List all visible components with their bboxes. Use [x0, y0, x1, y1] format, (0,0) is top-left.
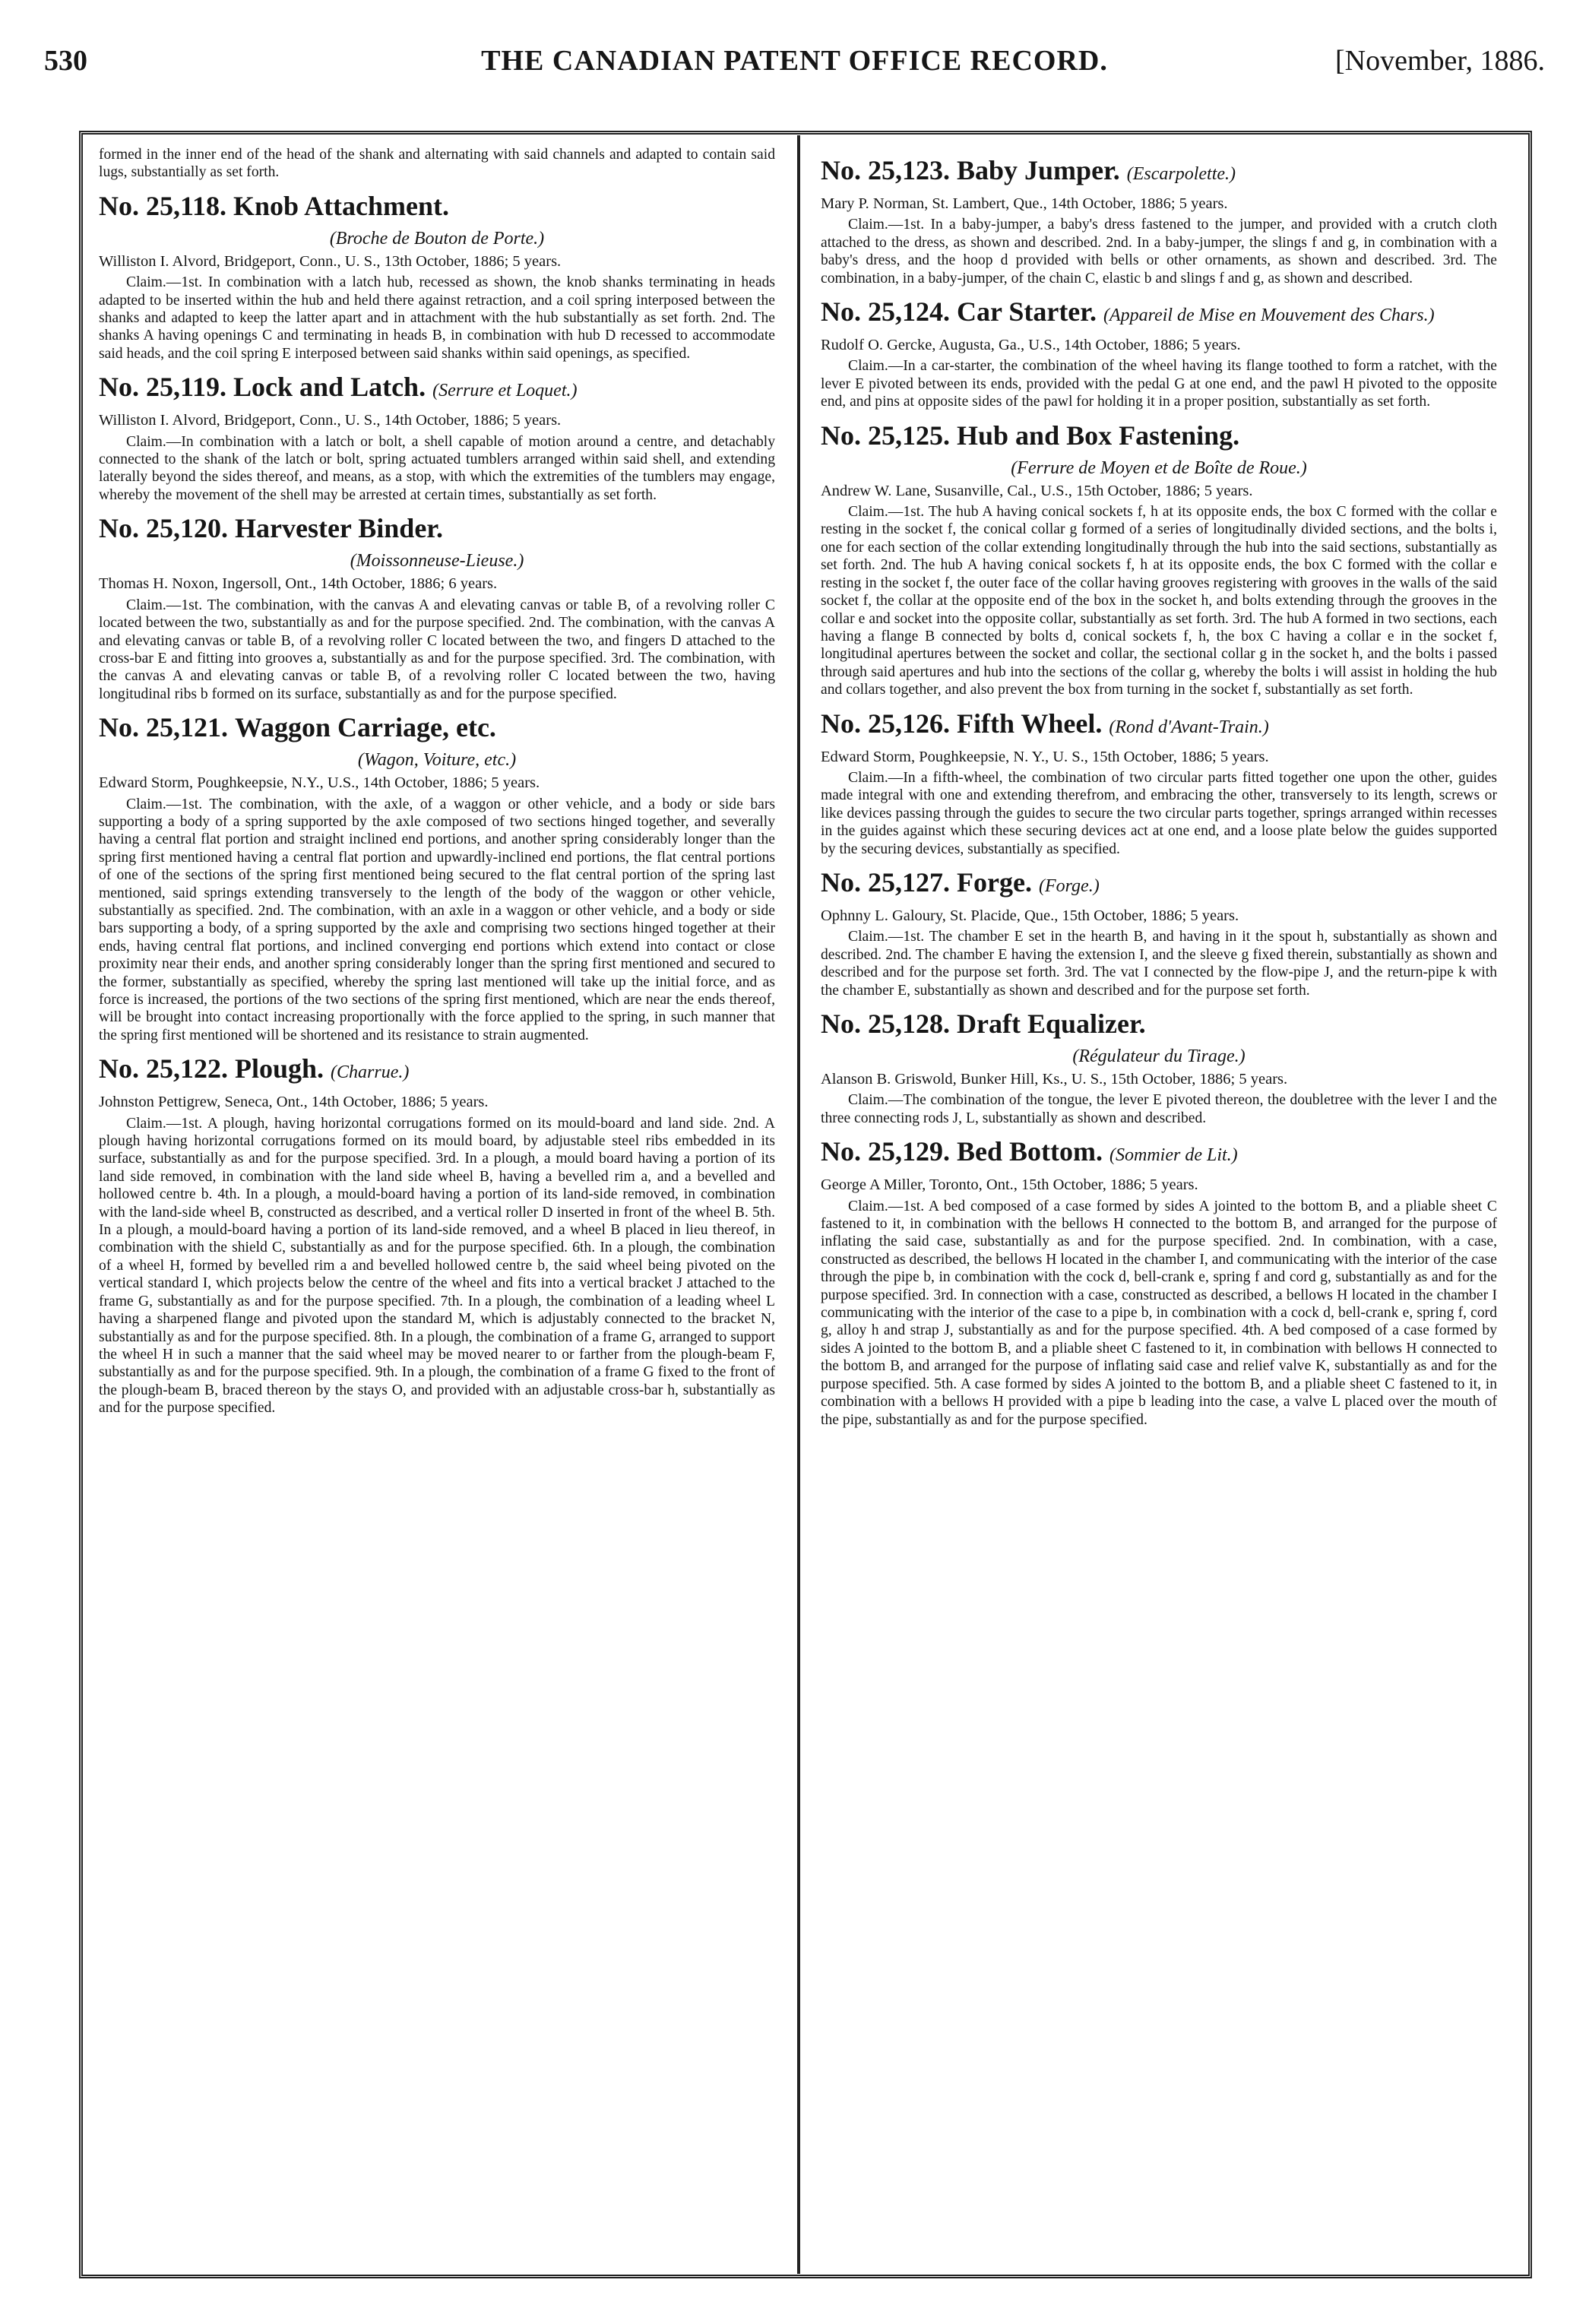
- patent-entry: [821, 419, 1497, 699]
- french-title: (Escarpolette.): [1126, 164, 1236, 184]
- issue-date: [November, 1886.: [1334, 45, 1545, 77]
- invention-name: Baby Jumper.: [957, 155, 1120, 185]
- patent-heading: [821, 419, 1497, 452]
- inventor-line: Edward Storm, Poughkeepsie, N.Y., U.S., 14th October, 1886; 5 years.: [99, 774, 540, 792]
- invention-name: Knob Attachment.: [233, 190, 450, 221]
- claim-text: Claim.—1st. A plough, having horizontal corrugations formed on its mould-board and land side. 2nd. A plough having horizontal corrugations formed on its mould board, by adjustable steel ribs embedded in its surface, substantially as and for the purpose specified. 3rd. In a plough, a mould board having a portion of its land side removed, in combination with the land side wheel B, having a bevelled rim a, and a bevelled and hollowed centre b. 4th. In a plough, a mould-board having a portion of its land-side removed, in combination with the land-side wheel B, constructed as described, and a vertical roller D inserted in front of the wheel B. 5th. In a plough, a mould-board having a portion of its land-side removed, and a wheel B placed in lieu thereof, in combination with the shield C, substantially as and for the purpose specified. 6th. In a plough, the combination of a wheel H, formed by bevelled rim a and bevelled hollowed centre b, the said wheel being pivoted on the vertical standard I, which projects below the centre of the wheel and fits into a vertical bracket J attached to the frame G, substantially as and for the purpose specified. 7th. In a plough, the combination of a leading wheel L having a sharpened flange and pivoted upon the standard M, which is adjustably connected to the bracket N, substantially as and for the purpose specified. 8th. In a plough, the combination of a frame G, arranged to support the wheel H in such a manner that the said wheel may be moved nearer to or farther from the plough-beam F, substantially as and for the purpose specified. 9th. In a plough, the combination of a frame G fixed to the front of the plough-beam B, braced thereon by the stays O, and provided with an adjustable cross-bar h, substantially as and for the purpose specified.: [99, 1115, 775, 1417]
- patent-number: No. 25,119.: [99, 372, 227, 403]
- inventor-line: Ophnny L. Galoury, St. Placide, Que., 15th October, 1886; 5 years.: [821, 907, 1239, 924]
- patent-entry: [821, 866, 1497, 999]
- claim-text: Claim.—In combination with a latch or bolt, a shell capable of motion around a centre, and detachably connected to the shank of the latch or bolt, spring actuated tumblers arranged within said shell, and extending laterally beyond the sides thereof, and means, as a stop, with which the extremities of the tumblers may engage, whereby the movement of the shell may be arrested at certain times, substantially as set forth.: [99, 433, 775, 503]
- patent-number: No. 25,121.: [99, 712, 228, 743]
- claim-text: Claim.—1st. The combination, with the axle, of a waggon or other vehicle, and a body or side bars supporting a body of a spring supported by the axle composed of two sections hinged together, and severally having a central flat portion and straight inclined end portions, and another spring considerably longer than the spring first mentioned having a central flat portion and upwardly-inclined end portions, the flat central portions of one of the sections of the spring first mentioned being secured to the flat central portion of the spring last mentioned, said springs extending transversely to the length of the body of the waggon or other vehicle, substantially as specified. 2nd. The combination, with an axle in a waggon or other vehicle, and a body or side bars supporting a body, of a spring supported by the axle and comprising two sections hinged together at their ends, having central flat portions, and inclined converging end portions which extend into contact or close proximity near their ends, and another spring considerably longer than the spring first mentioned and secured to the former, substantially as specified, whereby the spring last mentioned will take up the initial force, and as force is increased, the portions of the two sections of the spring first mentioned, which are near the ends thereof, will be brought into contact increasing proportionally with the force applied to the spring, in such manner that the spring first mentioned will be shortened and its resistance to strain augmented.: [99, 796, 775, 1043]
- patent-number: No. 25,125.: [821, 420, 950, 451]
- patent-number: No. 25,122.: [99, 1053, 228, 1084]
- inventor-line: Thomas H. Noxon, Ingersoll, Ont., 14th October, 1886; 6 years.: [99, 575, 498, 593]
- invention-name: Harvester Binder.: [235, 513, 443, 544]
- inventor-line: George A Miller, Toronto, Ont., 15th October, 1886; 5 years.: [821, 1176, 1198, 1194]
- left-column: [99, 146, 775, 2266]
- patent-number: No. 25,123.: [821, 155, 950, 185]
- page-number: 530: [44, 45, 87, 77]
- claim-text: Claim.—1st. The hub A having conical sockets f, h at its opposite ends, the box C formed with the collar e resting in the socket f, the conical collar g formed of a series of longitudinally divided sections, and the bolts i, one for each section of the collar extending longitudinally through the hub into the said sections, substantially as set forth. 2nd. The hub A having conical sockets f, h at its opposite ends, the box C formed with the collar e resting in the socket f, the outer face of the collar having grooves registering with grooves in the walls of the said socket f, the collar at the opposite end of the box in the socket h, and bolts extending through the grooves in the collar e and socket into the opposite collar, substantially as set forth. 3rd. The hub A formed in two sections, each having a flange B connected by bolts d, conical sockets f, h, the box C having a collar e in the socket f, longitudinal apertures between the socket and collar, the sectional collar g in the socket h, and the bolts i passed through said apertures and hub into the sections of the collar g, whereby the bolts i will assist in holding the hub and collars together, and also prevent the box from turning in the socket f, substantially as set forth.: [821, 504, 1497, 698]
- patent-number: No. 25,129.: [821, 1136, 950, 1167]
- patent-entry: [99, 511, 775, 703]
- claim-text: Claim.—The combination of the tongue, the lever E pivoted thereon, the doubletree with the lever I and the three connecting rods J, L, substantially as shown and described.: [821, 1092, 1497, 1126]
- french-title: (Rond d'Avant-Train.): [1109, 717, 1269, 737]
- inventor-line: Williston I. Alvord, Bridgeport, Conn., U. S., 13th October, 1886; 5 years.: [99, 252, 562, 270]
- french-title: (Moissonneuse-Lieuse.): [350, 551, 524, 572]
- inventor-line: Alanson B. Griswold, Bunker Hill, Ks., U. S., 15th October, 1886; 5 years.: [821, 1071, 1288, 1088]
- patent-entry: [821, 295, 1497, 411]
- inventor-line: Andrew W. Lane, Susanville, Cal., U.S., 15th October, 1886; 5 years.: [821, 482, 1253, 499]
- patent-entry: [821, 154, 1497, 287]
- invention-name: Fifth Wheel.: [957, 708, 1103, 739]
- patent-entry: [821, 1007, 1497, 1127]
- invention-name: Plough.: [235, 1053, 324, 1084]
- page-header: [44, 36, 1545, 85]
- invention-name: Car Starter.: [957, 296, 1097, 328]
- inventor-line: Johnston Pettigrew, Seneca, Ont., 14th October, 1886; 5 years.: [99, 1094, 489, 1111]
- french-title: (Sommier de Lit.): [1109, 1145, 1238, 1166]
- french-title: (Appareil de Mise en Mouvement des Chars.): [1103, 306, 1435, 326]
- column-divider: [797, 135, 800, 2274]
- patent-heading: [99, 711, 775, 744]
- patent-number: No. 25,126.: [821, 708, 950, 739]
- claim-text: Claim.—1st. The combination, with the canvas A and elevating canvas or table B, of a revolving roller C located between the two, substantially as and for the purpose specified. 2nd. The combination, with the canvas A and elevating canvas or table B, of a revolving roller C located between the two, and fingers D attached to the cross-bar E and fitting into grooves a, substantially as and for the purpose specified. 3rd. The combination, with the canvas A and elevating canvas or table B, of a revolving roller C located between the two, having longitudinal ribs b formed on its surface, substantially as and for the purpose specified.: [99, 597, 775, 702]
- right-column: [821, 146, 1497, 2266]
- patent-number: No. 25,120.: [99, 513, 228, 544]
- claim-text: Claim.—In a fifth-wheel, the combination of two circular parts fitted together one upon the other, guides made integral with one and extending therefrom, and embracing the other, transversely to its length, screws or like devices passing through the guides to secure the two circular parts together, springs arranged within recesses in the guides against which these securing devices act at one end, and a loose plate below the guides supported by the securing devices, substantially as specified.: [821, 769, 1497, 857]
- patent-number: No. 25,124.: [821, 296, 950, 328]
- invention-name: Draft Equalizer.: [957, 1008, 1146, 1039]
- invention-name: Forge.: [957, 866, 1032, 898]
- invention-name: Bed Bottom.: [957, 1136, 1103, 1167]
- patent-entry: [821, 1135, 1497, 1429]
- french-title: (Charrue.): [331, 1062, 410, 1083]
- claim-text: Claim.—1st. The chamber E set in the hearth B, and having in it the spout h, substantially as shown and described. 2nd. The chamber E having the extension I, and the sleeve g fixed therein, substantially as shown and described and for the purpose set forth. 3rd. The vat I connected by the flow-pipe J, and the return-pipe k with the chamber E, substantially as shown and described and for the purpose set forth.: [821, 929, 1497, 999]
- patent-heading: [99, 189, 775, 223]
- patent-heading: [99, 370, 775, 407]
- patent-heading: [99, 511, 775, 545]
- patent-heading: [821, 295, 1497, 332]
- inventor-line: Mary P. Norman, St. Lambert, Que., 14th October, 1886; 5 years.: [821, 195, 1228, 212]
- claim-text: Claim.—In a car-starter, the combination of the wheel having its flange toothed to form a ratchet, with the lever E pivoted between its ends, provided with the pedal G at one end, and the pawl H pivoted to the opposite end, and pins at opposite sides of the pawl for holding it in a proper position, substantially as set forth.: [821, 358, 1497, 410]
- french-title: (Régulateur du Tirage.): [1072, 1046, 1246, 1066]
- patent-heading: [99, 1052, 775, 1089]
- patent-entry: [99, 711, 775, 1044]
- claim-text: Claim.—1st. In a baby-jumper, a baby's dress fastened to the jumper, and provided with a crutch cloth attached to the dress, as shown and described. 2nd. In a baby-jumper, the slings f and g, in combination with a baby's dress, and the hoop d provided with bells or other ornaments, as shown and described. 3rd. The combination, in a baby-jumper, of the chain C, elastic b and slings f and g, as shown and described.: [821, 217, 1497, 287]
- inventor-line: Rudolf O. Gercke, Augusta, Ga., U.S., 14th October, 1886; 5 years.: [821, 337, 1241, 354]
- patent-entry: [821, 707, 1497, 858]
- patent-heading: [821, 154, 1497, 191]
- inventor-line: Williston I. Alvord, Bridgeport, Conn., U. S., 14th October, 1886; 5 years.: [99, 412, 562, 429]
- patent-heading: [821, 707, 1497, 744]
- invention-name: Lock and Latch.: [233, 372, 426, 403]
- french-title: (Serrure et Loquet.): [432, 381, 578, 401]
- patent-heading: [821, 1007, 1497, 1040]
- invention-name: Hub and Box Fastening.: [957, 420, 1240, 451]
- inventor-line: Edward Storm, Poughkeepsie, N. Y., U. S., 15th October, 1886; 5 years.: [821, 748, 1269, 765]
- patent-number: No. 25,127.: [821, 866, 950, 898]
- patent-number: No. 25,128.: [821, 1008, 950, 1039]
- invention-name: Waggon Carriage, etc.: [235, 712, 496, 743]
- continued-claim-text: formed in the inner end of the head of the shank and alternating with said channels and adapted to contain said lugs, substantially as set forth.: [99, 147, 775, 181]
- french-title: (Broche de Bouton de Porte.): [329, 228, 545, 249]
- patent-entry: [99, 1052, 775, 1417]
- french-title: (Ferrure de Moyen et de Boîte de Roue.): [1011, 458, 1307, 478]
- claim-text: Claim.—1st. In combination with a latch hub, recessed as shown, the knob shanks terminating in heads adapted to be inserted within the hub and held there against retraction, and a coil spring interposed between the shanks and adapted to keep the latter apart and in attachment with the hub substantially as set forth. 2nd. The shanks A having openings C and terminating in heads B, in combination with hub D recessed to accommodate said heads, and the coil spring E interposed between said shanks within said openings, as specified.: [99, 274, 775, 362]
- patent-entry: [99, 189, 775, 363]
- french-title: (Wagon, Voiture, etc.): [357, 750, 517, 771]
- claim-text: Claim.—1st. A bed composed of a case formed by sides A jointed to the bottom B, and a pliable sheet C fastened to it, in combination with the bellows H connected to the bottom B, and arranged for the purpose of inflating the said case, substantially as and for the purpose specified. 2nd. In combination, with a case, constructed as described, the bellows H located in the chamber I, and communicating with the interior of the case through the pipe b, in combination with the cock d, bell-crank e, spring f and cord g, substantially as and for the purpose specified. 3rd. In connection with a case, constructed as described, a bellows H located in the chamber I communicating with the interior of the case to a pipe b, in combination with a cock d, bell-crank e, spring f, cord g, alloy h and strap J, substantially as and for the purpose specified. 4th. A bed composed of a case formed by sides A jointed to the bottom B, and a pliable sheet C fastened to it, in combination with bellows H connected to the bottom B, and arranged for the purpose of inflating said case and relief valve K, substantially as and for the purpose specified. 5th. A case formed by sides A jointed to the bottom B, and a pliable sheet C fastened to it, in combination with a bellows H provided with a pipe b leading into the case, a valve L placed over the mouth of the pipe, substantially as and for the purpose specified.: [821, 1198, 1497, 1428]
- patent-heading: [821, 1135, 1497, 1172]
- french-title: (Forge.): [1038, 875, 1100, 896]
- publication-title: THE CANADIAN PATENT OFFICE RECORD.: [481, 45, 1108, 77]
- patent-number: No. 25,118.: [99, 190, 227, 221]
- patent-heading: [821, 866, 1497, 903]
- patent-entry: [99, 370, 775, 504]
